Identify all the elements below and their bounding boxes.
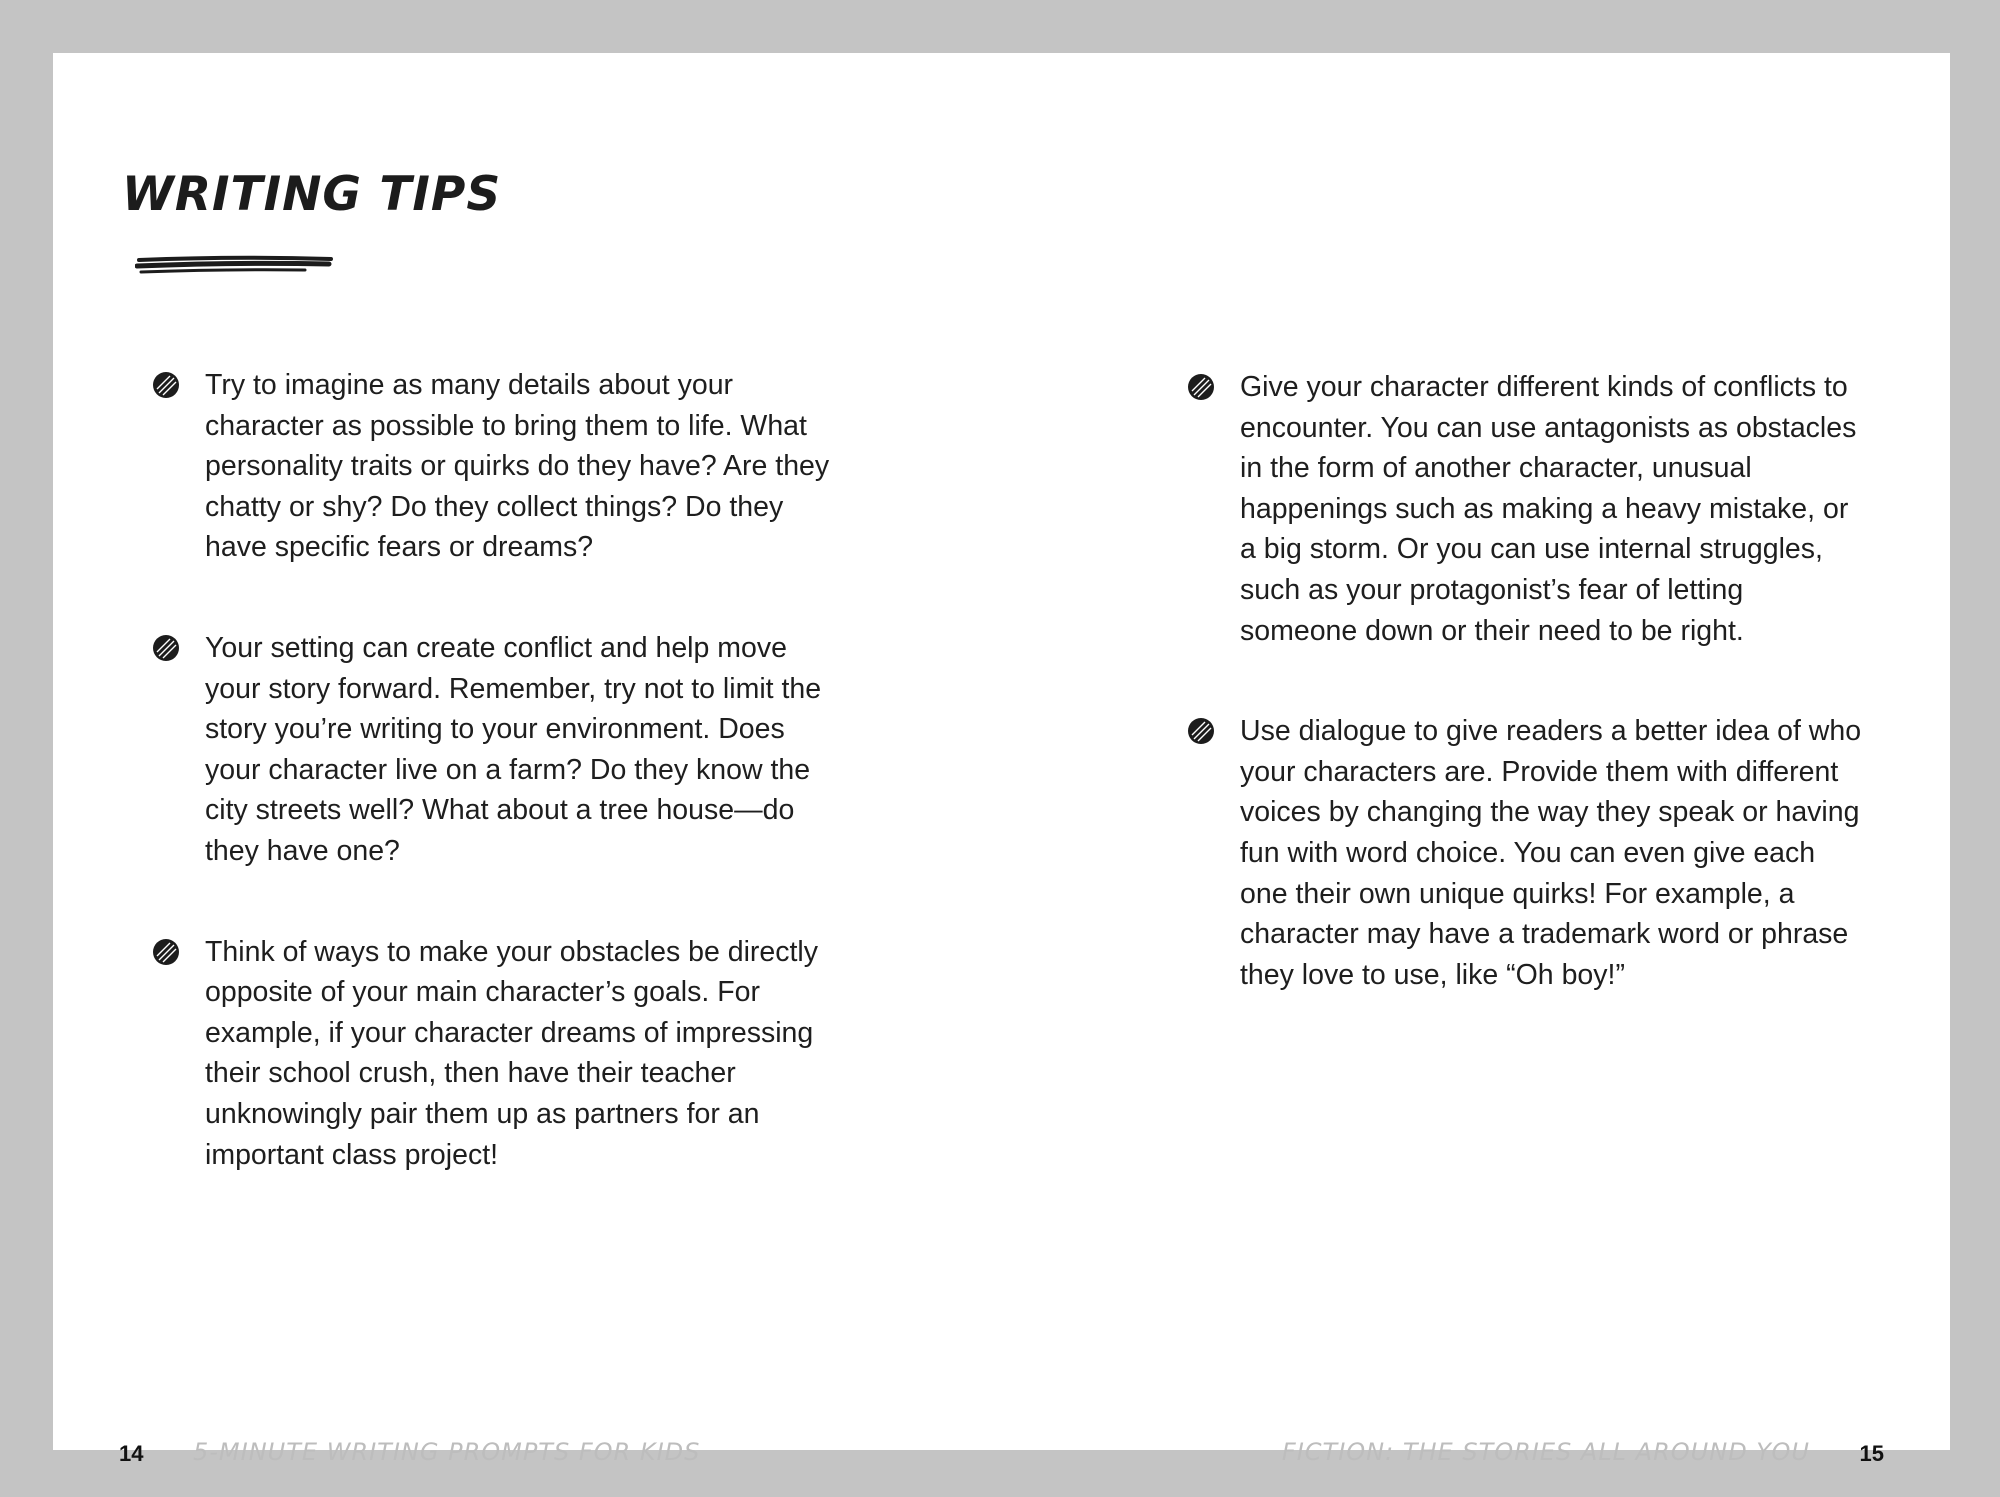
tip-text: Think of ways to make your obstacles be directly opposite of your main character’s goals. For example, if your character dreams of impressing their school crush, then have their teacher unknowingly pair them up as partners for an important class project!: [205, 935, 819, 1171]
scribble-bullet-icon: [151, 937, 181, 967]
right-page-number: 15: [1859, 1441, 1884, 1466]
page-heading: WRITING TIPS: [122, 167, 502, 222]
tip-text: Use dialogue to give readers a better idea of who your characters are. Provide them with different voices by changing the way they speak or having fun with word choice. You can even give each one their own unique quirks! For example, a character may have a trademark word or phrase they love to use, like “Oh boy!”: [1240, 715, 1862, 991]
left-running-title: 5-MINUTE WRITING PROMPTS FOR KIDS: [193, 1438, 701, 1466]
right-tips-column: [1186, 367, 1866, 995]
book-spread: [53, 53, 1950, 1466]
scribble-bullet-icon: [151, 370, 181, 400]
tip-text: Try to imagine as many details about your character as possible to bring them to life. What personality traits or quirks do they have? Are they chatty or shy? Do they collect things? Do they have specific fears or dreams?: [205, 369, 830, 564]
tip-item: [151, 628, 831, 872]
tip-item: [151, 365, 831, 568]
scribble-bullet-icon: [151, 633, 181, 663]
tip-item: [151, 932, 831, 1176]
scribble-bullet-icon: [1186, 372, 1216, 402]
scribble-bullet-icon: [1186, 716, 1216, 746]
left-page-number: 14: [119, 1441, 144, 1466]
tip-text: Give your character different kinds of conflicts to encounter. You can use antagonists as obstacles in the form of another character, unusual happenings such as making a heavy mistake, or a big storm. Or you can use internal struggles, such as your protagonist’s fear of letting someone down or their need to be right.: [1240, 371, 1857, 647]
left-tips-column: [151, 365, 831, 1175]
tip-text: Your setting can create conflict and help move your story forward. Remember, try not to limit the story you’re writing to your environment. Does your character live on a farm? Do they know the city streets well? What about a tree house—do they have one?: [205, 631, 822, 867]
heading-underline-icon: [135, 251, 335, 281]
tip-item: [1186, 711, 1866, 995]
tip-item: [1186, 367, 1866, 651]
right-running-title: FICTION: THE STORIES ALL AROUND YOU: [1281, 1438, 1810, 1466]
